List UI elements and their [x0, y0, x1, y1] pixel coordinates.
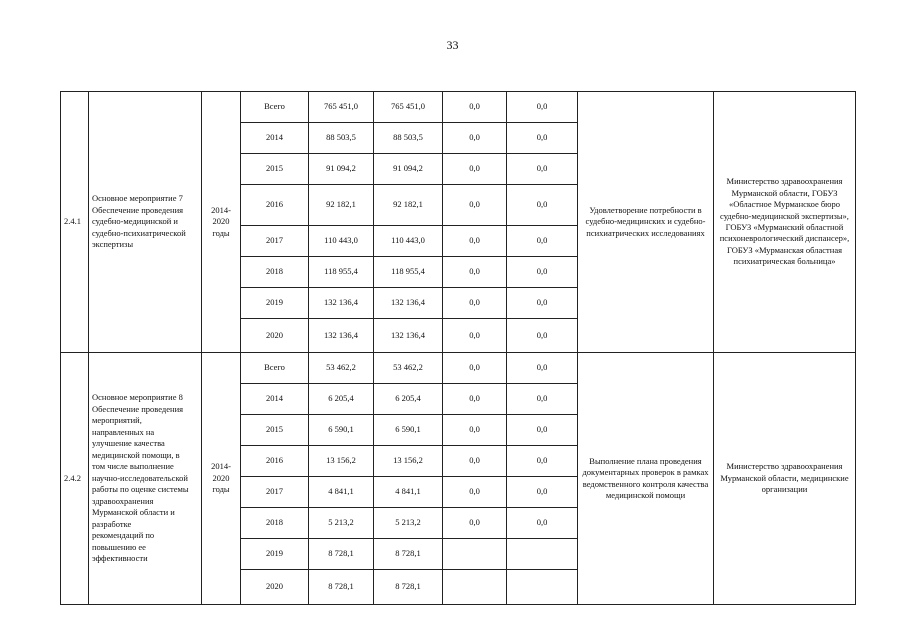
federal-cell: 0,0 — [443, 384, 507, 415]
regional-cell: 6 590,1 — [374, 415, 443, 446]
total-cell: 8 728,1 — [309, 539, 374, 570]
regional-cell: 53 462,2 — [374, 353, 443, 384]
federal-cell: 0,0 — [443, 446, 507, 477]
total-cell: 13 156,2 — [309, 446, 374, 477]
year-cell: 2014 — [241, 384, 309, 415]
other-cell: 0,0 — [507, 415, 578, 446]
year-cell: 2016 — [241, 185, 309, 226]
federal-cell: 0,0 — [443, 288, 507, 319]
other-cell: 0,0 — [507, 92, 578, 123]
other-cell — [507, 539, 578, 570]
year-cell: 2019 — [241, 288, 309, 319]
year-cell: 2019 — [241, 539, 309, 570]
regional-cell: 118 955,4 — [374, 257, 443, 288]
other-cell: 0,0 — [507, 185, 578, 226]
regional-cell: 765 451,0 — [374, 92, 443, 123]
total-cell: 765 451,0 — [309, 92, 374, 123]
regional-cell: 8 728,1 — [374, 570, 443, 605]
year-cell: 2020 — [241, 570, 309, 605]
regional-cell: 132 136,4 — [374, 319, 443, 353]
total-cell: 6 590,1 — [309, 415, 374, 446]
federal-cell: 0,0 — [443, 415, 507, 446]
activity-period: 2014- 2020 годы — [202, 92, 241, 353]
federal-cell: 0,0 — [443, 226, 507, 257]
year-cell: 2017 — [241, 477, 309, 508]
regional-cell: 92 182,1 — [374, 185, 443, 226]
executors: Министерство здравоохранения Мурманской области, ГОБУЗ «Областное Мурманское бюро судебно-медицинской экспертизы», ГОБУЗ «Мурманский областной психоневрологический диспансер», ГОБУЗ «Мурманская областная психиатрическая больница» — [714, 92, 856, 353]
federal-cell: 0,0 — [443, 185, 507, 226]
year-cell: Всего — [241, 92, 309, 123]
year-cell: 2015 — [241, 154, 309, 185]
federal-cell — [443, 570, 507, 605]
regional-cell: 6 205,4 — [374, 384, 443, 415]
total-cell: 8 728,1 — [309, 570, 374, 605]
federal-cell: 0,0 — [443, 508, 507, 539]
federal-cell: 0,0 — [443, 123, 507, 154]
federal-cell: 0,0 — [443, 319, 507, 353]
other-cell: 0,0 — [507, 353, 578, 384]
other-cell — [507, 570, 578, 605]
total-cell: 92 182,1 — [309, 185, 374, 226]
expected-outcome: Удовлетворение потребности в судебно-медицинских и судебно-психиатрических исследованиях — [578, 92, 714, 353]
federal-cell: 0,0 — [443, 353, 507, 384]
year-cell: 2017 — [241, 226, 309, 257]
regional-cell: 91 094,2 — [374, 154, 443, 185]
year-cell: 2018 — [241, 257, 309, 288]
total-cell: 4 841,1 — [309, 477, 374, 508]
table-row — [61, 353, 856, 384]
total-cell: 88 503,5 — [309, 123, 374, 154]
other-cell: 0,0 — [507, 477, 578, 508]
year-cell: 2016 — [241, 446, 309, 477]
other-cell: 0,0 — [507, 508, 578, 539]
total-cell: 91 094,2 — [309, 154, 374, 185]
total-cell: 110 443,0 — [309, 226, 374, 257]
total-cell: 132 136,4 — [309, 319, 374, 353]
total-cell: 53 462,2 — [309, 353, 374, 384]
total-cell: 132 136,4 — [309, 288, 374, 319]
activity-number: 2.4.2 — [61, 353, 89, 605]
total-cell: 5 213,2 — [309, 508, 374, 539]
total-cell: 6 205,4 — [309, 384, 374, 415]
regional-cell: 4 841,1 — [374, 477, 443, 508]
federal-cell: 0,0 — [443, 92, 507, 123]
year-cell: 2018 — [241, 508, 309, 539]
expected-outcome: Выполнение плана проведения документарных проверок в рамках ведомственного контроля качества медицинской помощи — [578, 353, 714, 605]
federal-cell: 0,0 — [443, 154, 507, 185]
table-row — [61, 92, 856, 123]
other-cell: 0,0 — [507, 154, 578, 185]
activity-period: 2014- 2020 годы — [202, 353, 241, 605]
year-cell: 2014 — [241, 123, 309, 154]
other-cell: 0,0 — [507, 446, 578, 477]
activity-description: Основное мероприятие 8 Обеспечение проведения мероприятий, направленных на улучшение качества медицинской помощи, в том числе выполнение научно-исследовательской работы по оценке системы здравоохранения Мурманской области и разработке рекомендаций по повышению ее эффективности — [89, 353, 202, 605]
regional-cell: 88 503,5 — [374, 123, 443, 154]
program-activities-table — [60, 91, 856, 605]
other-cell: 0,0 — [507, 226, 578, 257]
page-number: 33 — [446, 38, 459, 52]
year-cell: 2020 — [241, 319, 309, 353]
regional-cell: 110 443,0 — [374, 226, 443, 257]
other-cell: 0,0 — [507, 384, 578, 415]
federal-cell: 0,0 — [443, 477, 507, 508]
federal-cell — [443, 539, 507, 570]
regional-cell: 5 213,2 — [374, 508, 443, 539]
other-cell: 0,0 — [507, 319, 578, 353]
federal-cell: 0,0 — [443, 257, 507, 288]
executors: Министерство здравоохранения Мурманской области, медицинские организации — [714, 353, 856, 605]
regional-cell: 132 136,4 — [374, 288, 443, 319]
other-cell: 0,0 — [507, 288, 578, 319]
activity-description: Основное мероприятие 7 Обеспечение проведения судебно-медицинской и судебно-психиатрической экспертизы — [89, 92, 202, 353]
total-cell: 118 955,4 — [309, 257, 374, 288]
regional-cell: 13 156,2 — [374, 446, 443, 477]
other-cell: 0,0 — [507, 123, 578, 154]
other-cell: 0,0 — [507, 257, 578, 288]
year-cell: Всего — [241, 353, 309, 384]
year-cell: 2015 — [241, 415, 309, 446]
activity-number: 2.4.1 — [61, 92, 89, 353]
regional-cell: 8 728,1 — [374, 539, 443, 570]
